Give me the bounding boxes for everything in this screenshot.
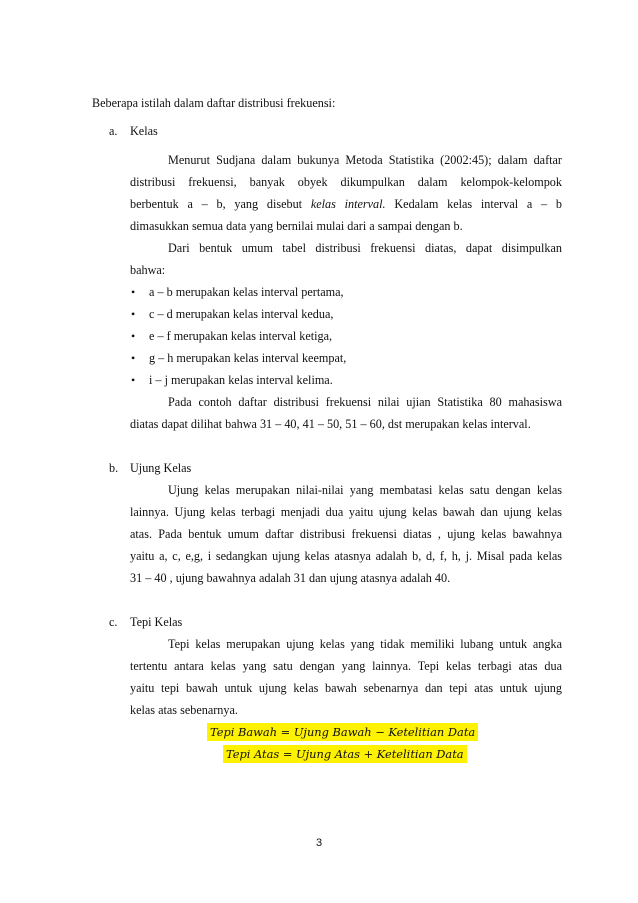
- bullet-icon: •: [131, 307, 136, 321]
- bullet-item: i – j merupakan kelas interval kelima.: [149, 373, 333, 387]
- section-a-title: Kelas: [130, 124, 158, 138]
- section-a-label: a.: [109, 124, 118, 138]
- section-b-label: b.: [109, 461, 119, 475]
- paragraph-line: kelas atas sebenarnya.: [130, 703, 238, 717]
- section-c-label: c.: [109, 615, 118, 629]
- bullet-item: c – d merupakan kelas interval kedua,: [149, 307, 334, 321]
- paragraph-line: Ujung kelas merupakan nilai-nilai yang membatasi kelas satu dengan kelas: [168, 483, 562, 497]
- paragraph-line-mixed: [130, 197, 562, 212]
- bullet-item: g – h merupakan kelas interval keempat,: [149, 351, 347, 365]
- paragraph-line: tertentu antara kelas yang satu dengan yang lainnya. Tepi kelas terbagi atas dua: [130, 659, 562, 673]
- paragraph-line: lainnya. Ujung kelas terbagi menjadi dua yaitu ujung kelas bawah dan ujung kelas: [130, 505, 562, 519]
- bullet-item: a – b merupakan kelas interval pertama,: [149, 285, 344, 299]
- intro-line: Beberapa istilah dalam daftar distribusi frekuensi:: [92, 96, 336, 110]
- paragraph-line: dimasukkan semua data yang bernilai mulai dari a sampai dengan b.: [130, 219, 463, 233]
- section-c-title: Tepi Kelas: [130, 615, 183, 629]
- formula-tepi-bawah: Tepi Bawah = Ujung Bawah − Ketelitian Data: [207, 723, 478, 741]
- bullet-icon: •: [131, 351, 136, 365]
- paragraph-line: atas. Pada bentuk umum daftar distribusi frekuensi diatas , ujung kelas bawahnya: [130, 527, 562, 541]
- bullet-icon: •: [131, 373, 136, 387]
- paragraph-line: 31 – 40 , ujung bawahnya adalah 31 dan ujung atasnya adalah 40.: [130, 571, 451, 585]
- bullet-item: e – f merupakan kelas interval ketiga,: [149, 329, 333, 343]
- italic-term: kelas interval.: [310, 197, 386, 211]
- text-span: berbentuk a – b, yang disebut: [130, 197, 311, 211]
- paragraph-line: Tepi kelas merupakan ujung kelas yang tidak memiliki lubang untuk angka: [168, 637, 562, 651]
- paragraph-line: Pada contoh daftar distribusi frekuensi nilai ujian Statistika 80 mahasiswa: [168, 395, 562, 409]
- paragraph-line: Dari bentuk umum tabel distribusi frekuensi diatas, dapat disimpulkan: [168, 241, 562, 255]
- page-number: 3: [316, 837, 323, 849]
- paragraph-line: bahwa:: [130, 263, 166, 277]
- paragraph-line: distribusi frekuensi, banyak obyek dikumpulkan dalam kelompok-kelompok: [130, 175, 562, 189]
- paragraph-line: yaitu a, c, e,g, i sedangkan ujung kelas atasnya adalah b, d, f, h, j. Misal pada kelas: [130, 549, 562, 563]
- paragraph-line: diatas dapat dilihat bahwa 31 – 40, 41 – 50, 51 – 60, dst merupakan kelas interval.: [130, 417, 531, 431]
- text-span: Kedalam kelas interval a – b: [385, 197, 562, 211]
- section-b-title: Ujung Kelas: [130, 461, 192, 475]
- bullet-icon: •: [131, 285, 136, 299]
- paragraph-line: yaitu tepi bawah untuk ujung kelas bawah sebenarnya dan tepi atas untuk ujung: [130, 681, 562, 695]
- paragraph-line: Menurut Sudjana dalam bukunya Metoda Statistika (2002:45); dalam daftar: [168, 153, 562, 167]
- bullet-icon: •: [131, 329, 136, 343]
- formula-tepi-atas: Tepi Atas = Ujung Atas + Ketelitian Data: [223, 745, 467, 763]
